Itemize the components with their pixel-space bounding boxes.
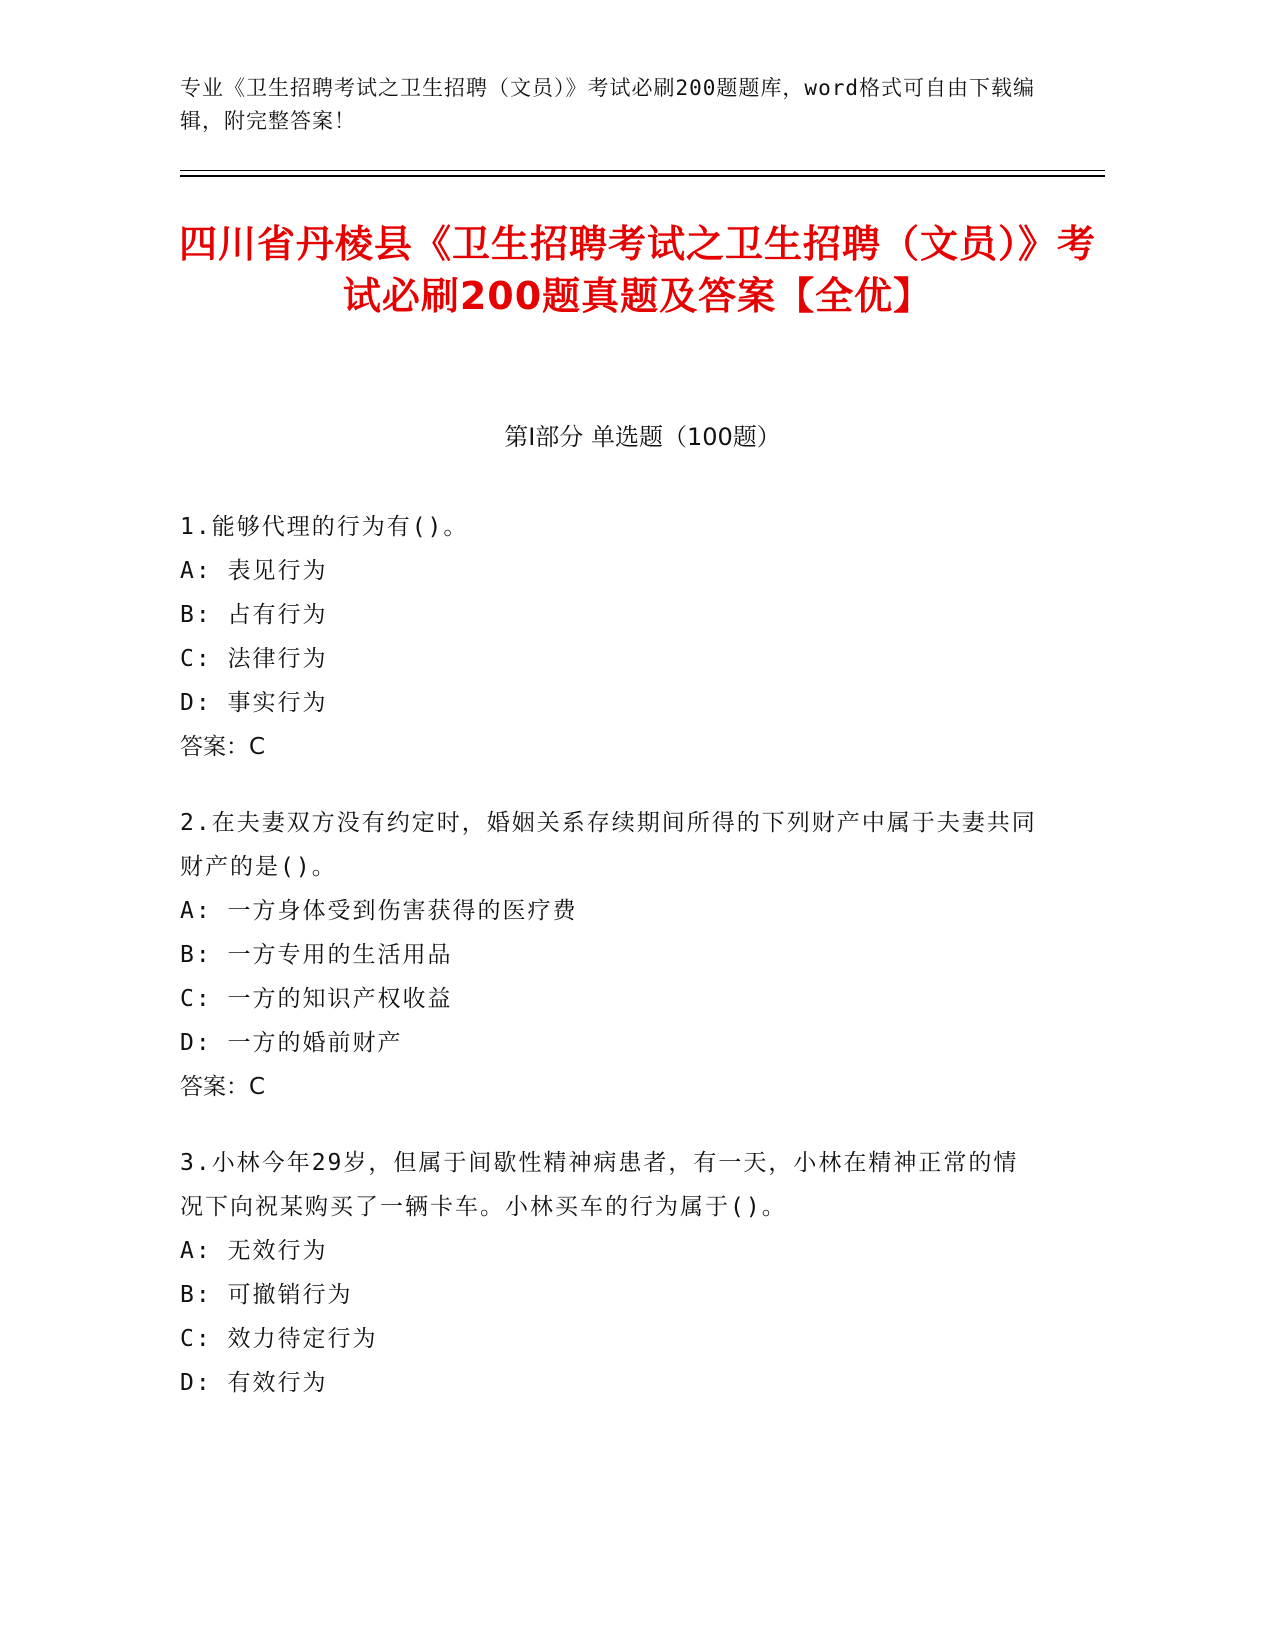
question-item <box>180 1141 1040 1405</box>
option-b: B: 可撤销行为 <box>180 1282 353 1308</box>
option-a: A: 一方身体受到伤害获得的医疗费 <box>180 898 578 924</box>
option-b: B: 一方专用的生活用品 <box>180 942 453 968</box>
option-c: C: 效力待定行为 <box>180 1326 378 1352</box>
question-item <box>180 801 1040 1109</box>
option-a: A: 无效行为 <box>180 1238 328 1264</box>
option-a: A: 表见行为 <box>180 558 328 584</box>
option-c: C: 一方的知识产权收益 <box>180 986 453 1012</box>
option-d: D: 一方的婚前财产 <box>180 1030 403 1056</box>
question-list <box>180 505 1040 1437</box>
question-item <box>180 505 1040 769</box>
option-c: C: 法律行为 <box>180 646 328 672</box>
header-divider-thick <box>180 175 1105 177</box>
document-title: 四川省丹棱县《卫生招聘考试之卫生招聘（文员）》考试必刷200题真题及答案【全优】 <box>178 222 1096 318</box>
question-text: 3.小林今年29岁，但属于间歇性精神病患者，有一天，小林在精神正常的情况下向祝某购买了一辆卡车。小林买车的行为属于()。 <box>180 1150 1019 1220</box>
question-text: 2.在夫妻双方没有约定时，婚姻关系存续期间所得的下列财产中属于夫妻共同财产的是()。 <box>180 810 1037 880</box>
question-text: 1.能够代理的行为有()。 <box>180 514 469 540</box>
section-title: 第I部分 单选题（100题） <box>504 423 781 451</box>
answer: 答案：C <box>180 734 266 760</box>
header-divider <box>180 170 1105 171</box>
option-b: B: 占有行为 <box>180 602 328 628</box>
answer: 答案：C <box>180 1074 266 1100</box>
header-note: 专业《卫生招聘考试之卫生招聘（文员）》考试必刷200题题库，word格式可自由下载编辑，附完整答案！ <box>180 76 1035 133</box>
option-d: D: 有效行为 <box>180 1370 328 1396</box>
option-d: D: 事实行为 <box>180 690 328 716</box>
